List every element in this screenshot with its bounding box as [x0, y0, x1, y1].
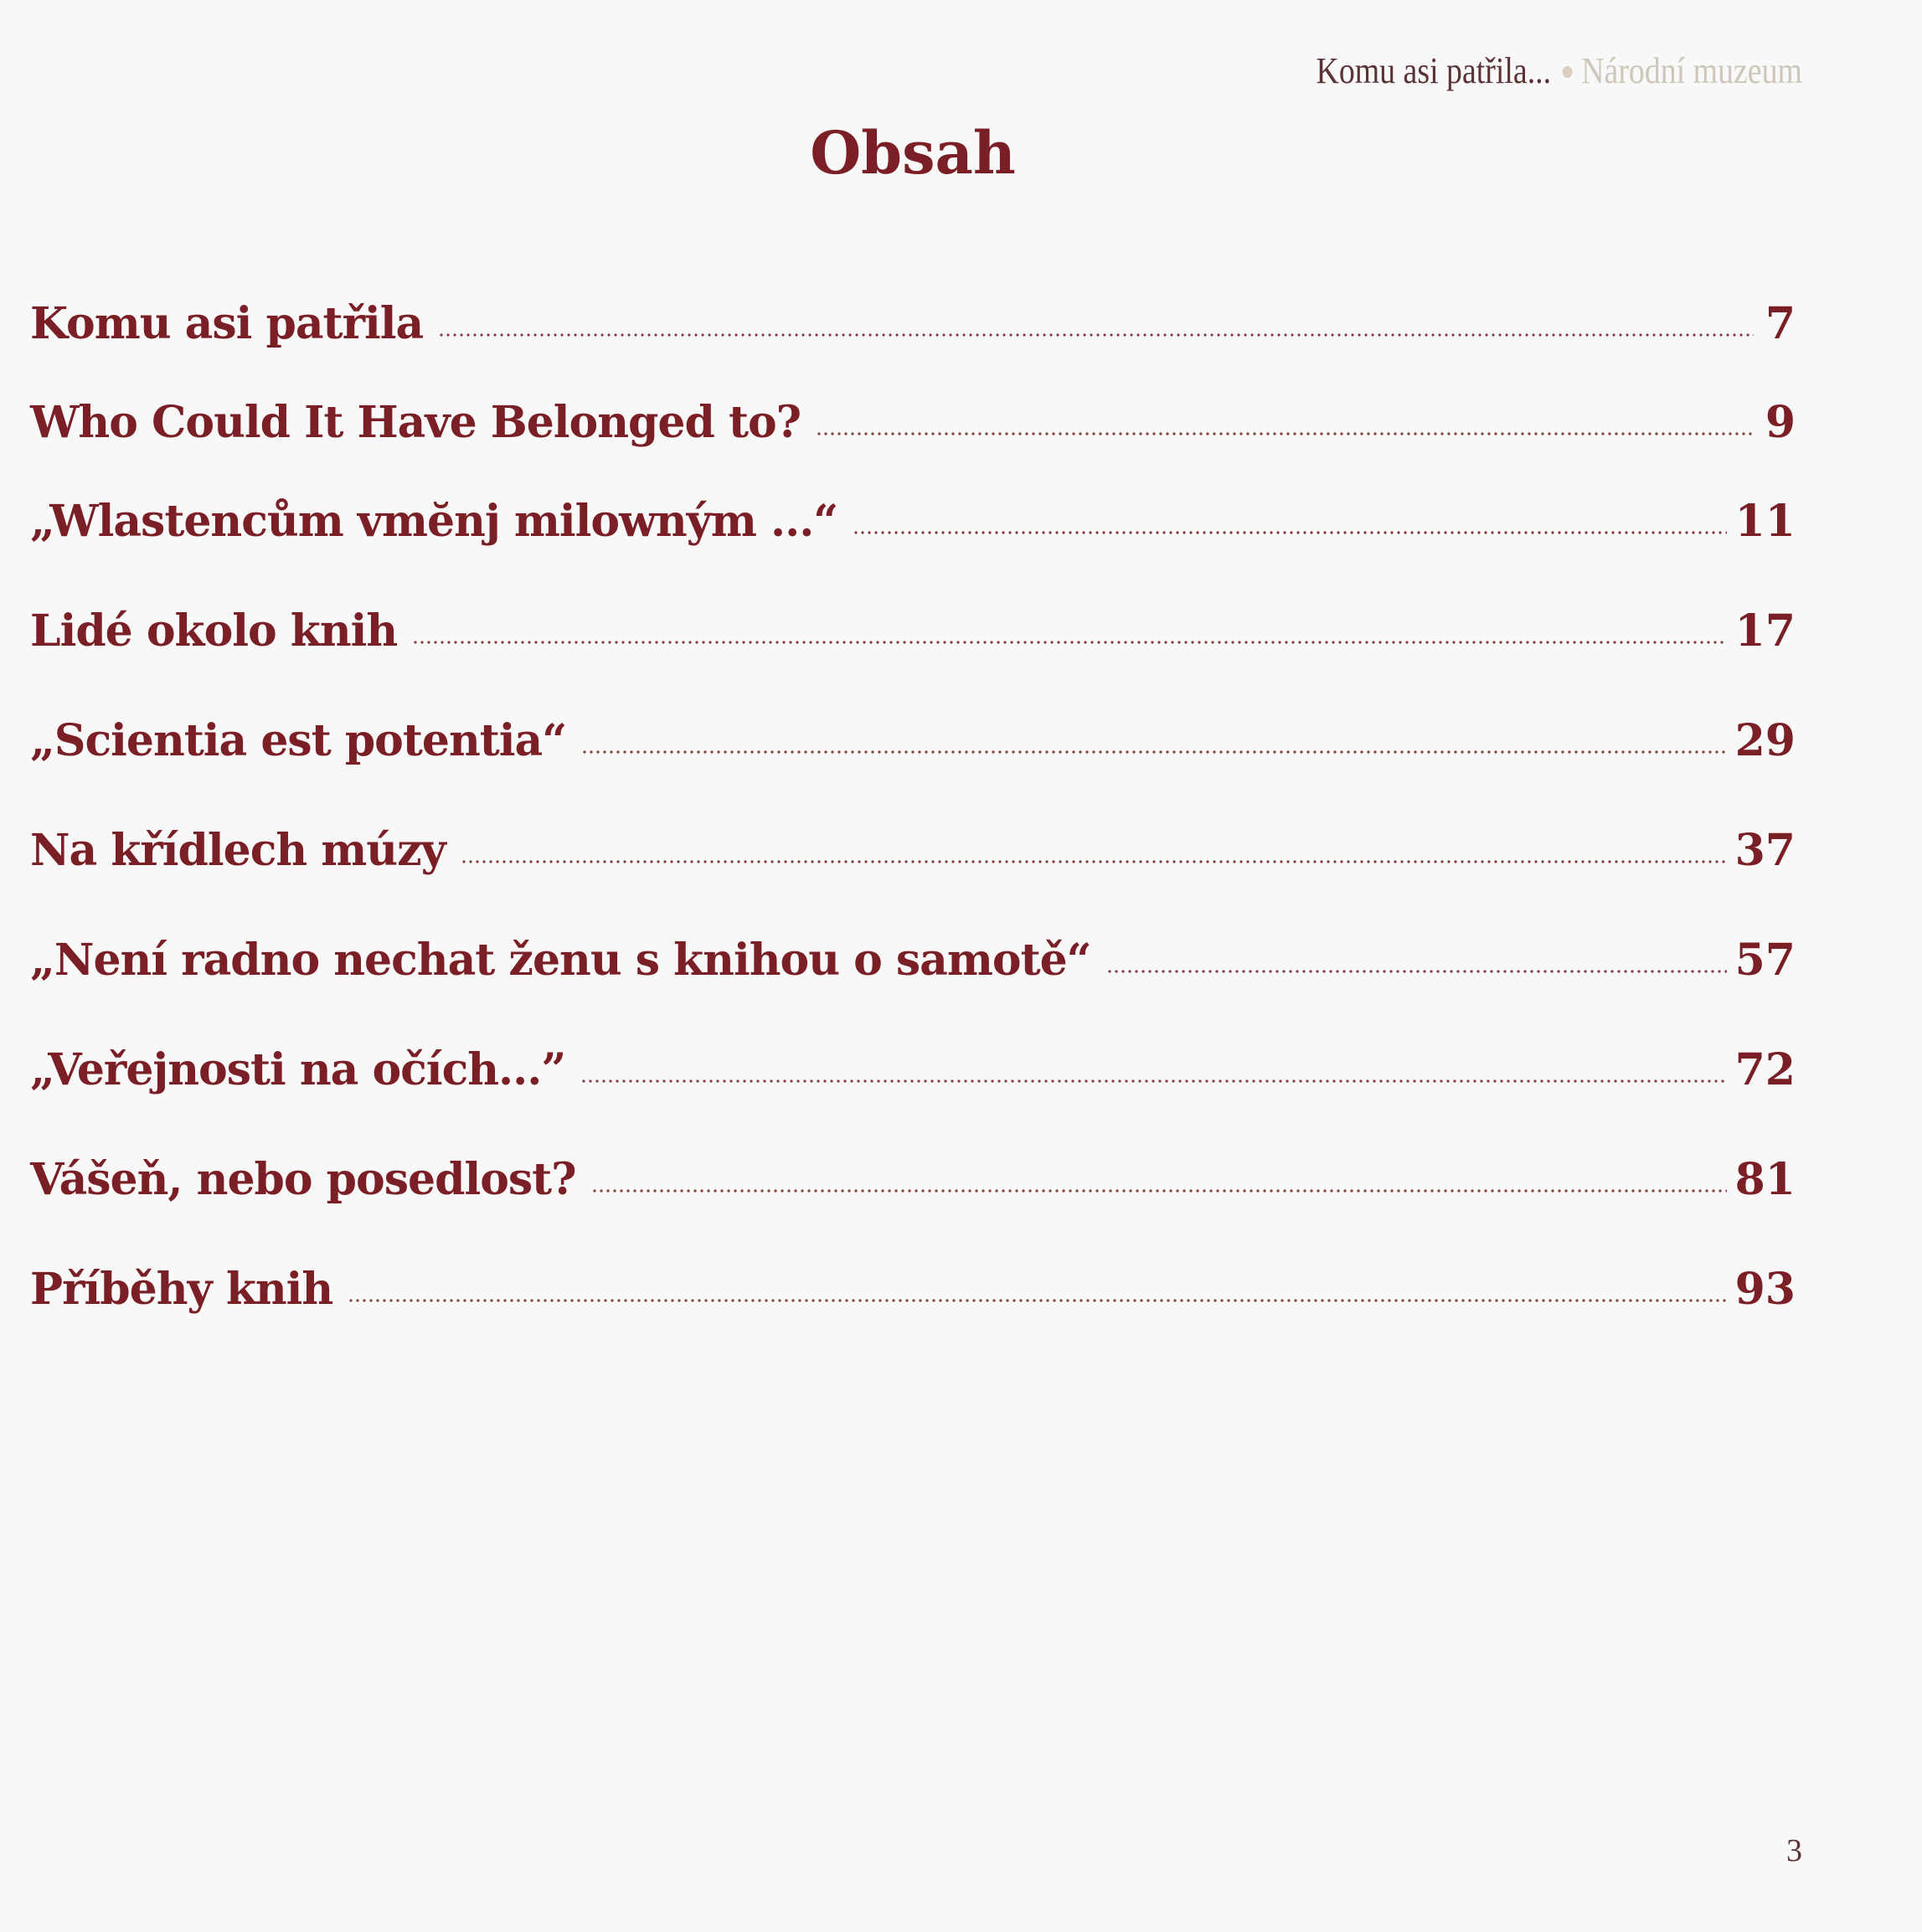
toc-dot-leader — [348, 1299, 1726, 1302]
toc-entry-page: 93 — [1734, 1264, 1796, 1315]
toc-entry[interactable] — [30, 602, 1796, 661]
toc-dot-leader — [591, 1189, 1727, 1193]
toc-entry-page: 7 — [1765, 298, 1796, 349]
header-publisher: Národní muzeum — [1581, 50, 1802, 91]
toc-entry-title: Lidé okolo knih — [30, 605, 398, 657]
toc-entry-page: 37 — [1734, 825, 1796, 876]
toc-entry-title: „Wlastencům vmĕnj milowným ...“ — [30, 496, 838, 547]
toc-entry[interactable] — [30, 931, 1796, 990]
toc-entry-page: 11 — [1734, 496, 1796, 547]
toc-dot-leader — [1106, 970, 1727, 973]
toc-entry-page: 57 — [1734, 935, 1796, 986]
toc-entry-page: 17 — [1734, 605, 1796, 657]
toc-dot-leader — [816, 432, 1754, 435]
toc-entry[interactable] — [30, 1260, 1796, 1319]
toc-entry-title: Komu asi patřila — [30, 298, 424, 349]
running-header — [1317, 50, 1802, 92]
toc-entry-title: „Není radno nechat ženu s knihou o samotě“ — [30, 935, 1091, 986]
toc-entry-page: 9 — [1765, 397, 1796, 448]
toc-dot-leader — [438, 333, 1754, 337]
page-title: Obsah — [810, 118, 1016, 188]
toc-entry[interactable] — [30, 295, 1796, 353]
toc-entry[interactable] — [30, 712, 1796, 770]
toc-entry-title: Who Could It Have Belonged to? — [30, 397, 801, 448]
toc-dot-leader — [581, 750, 1726, 754]
header-book-title: Komu asi patřila... — [1316, 50, 1552, 91]
toc-entry-page: 29 — [1734, 715, 1796, 766]
toc-entry[interactable] — [30, 1151, 1796, 1209]
toc-entry-title: „Scientia est potentia“ — [30, 715, 567, 766]
toc-entry-page: 81 — [1734, 1154, 1796, 1205]
page-number: 3 — [1786, 1833, 1802, 1868]
toc-dot-leader — [412, 641, 1726, 644]
toc-entry-title: Vášeň, nebo posedlost? — [30, 1154, 576, 1205]
toc-entry-title: Příběhy knih — [30, 1264, 333, 1315]
toc-entry[interactable] — [30, 492, 1796, 551]
toc-entry[interactable] — [30, 822, 1796, 880]
toc-dot-leader — [580, 1079, 1726, 1083]
toc-entry-title: Na křídlech múzy — [30, 825, 446, 876]
toc-entry[interactable] — [30, 394, 1796, 452]
toc-dot-leader — [853, 531, 1726, 534]
toc-entry-page: 72 — [1734, 1044, 1796, 1095]
toc-dot-leader — [461, 860, 1727, 863]
toc-entry-title: „Veřejnosti na očích...” — [30, 1044, 566, 1095]
bullet-dot-icon — [1563, 66, 1573, 78]
toc-entry[interactable] — [30, 1041, 1796, 1100]
